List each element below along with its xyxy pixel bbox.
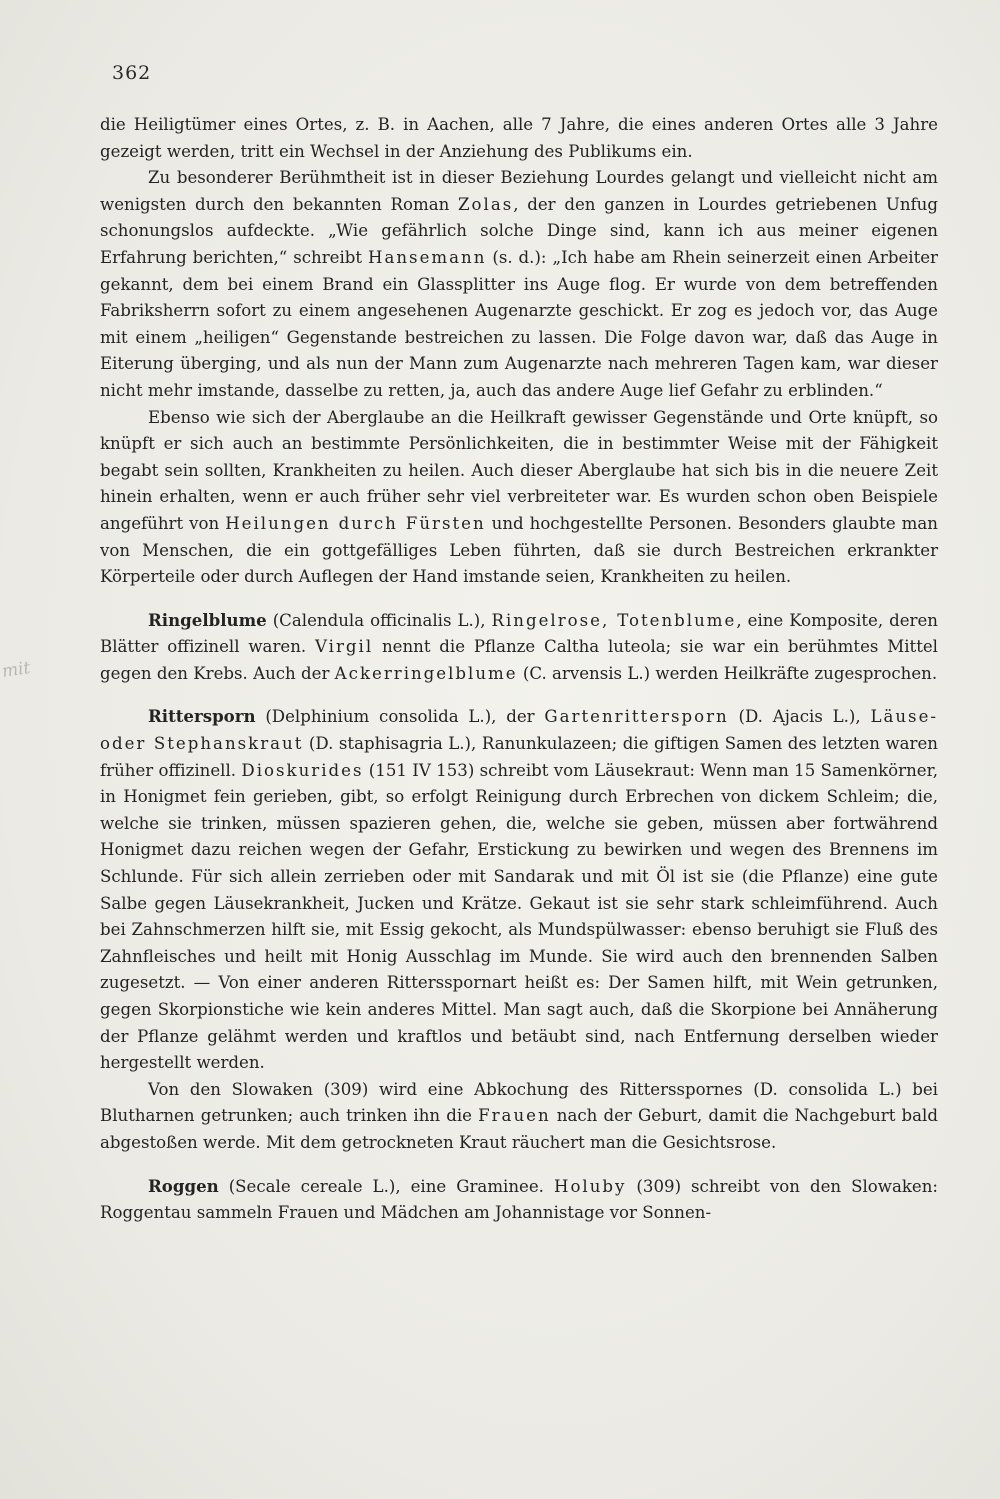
emphasis-frauen: Frauen <box>478 1106 551 1126</box>
page-number: 362 <box>112 62 152 84</box>
margin-pencil-note: mit <box>0 658 32 682</box>
paragraph-text: (s. d.): „Ich habe am Rhein seinerzeit einen Arbeiter gekannt, dem bei einem Brand ein Glassplitter ins Auge flog. Er wurde von dem betreffenden Fabriksherrn sofort zu einem angesehenen Augenarzte geschickt. Er zog es jedoch vor, das Auge mit einem „heiligen“ Gegenstande bestreichen zu lassen. Die Folge davon war, daß das Auge in Eiterung überging, und als nun der Mann zum Augenarzte nach mehreren Tagen kam, war dieser nicht mehr imstande, dasselbe zu retten, ja, auch das andere Auge lief Gefahr zu erblinden.“ <box>100 247 938 400</box>
paragraph-slowaken <box>100 1077 938 1157</box>
paragraph-aberglaube <box>100 405 938 591</box>
paragraph-text: Ebenso wie sich der Aberglaube an die Heilkraft gewisser Gegenstände und Orte knüpft, so knüpft er sich auch an bestimmte Persönlichkeiten, die in bestimmter Weise mit der Fähigkeit begabt sein sollten, Krankheiten zu heilen. Auch dieser Aberglaube hat sich bis in die neuere Zeit hinein erhalten, wenn er auch früher sehr viel verbreiteter war. Es wurden schon oben Beispiele angeführt von <box>100 407 938 533</box>
entry-text: nennt die Pflanze Caltha luteola; sie war ein berühmtes Mittel gegen den Krebs. Auch der <box>100 637 938 683</box>
entry-rittersporn <box>100 703 938 1076</box>
paragraph-text: die Heiligtümer eines Ortes, z. B. in Aachen, alle 7 Jahre, die eines anderen Ortes alle 3 Jahre gezeigt werden, tritt ein Wechsel in der Anziehung des Publikums ein. <box>100 115 938 161</box>
entry-text: (Calendula officinalis L.), <box>266 610 492 630</box>
entry-ringelblume <box>100 607 938 688</box>
emphasis-heilungen: Heilungen durch Fürsten <box>225 513 486 533</box>
headword-rittersporn: Rittersporn <box>148 706 256 727</box>
author-name-virgil: Virgil <box>314 637 374 657</box>
headword-ringelblume: Ringelblume <box>148 609 267 630</box>
entry-roggen <box>100 1173 938 1227</box>
paragraph-text: Von den Slowaken (309) wird eine Abkochung des Rittersspornes (D. consolida L.) bei Blutharnen getrunken; auch trinken ihn die <box>100 1079 938 1126</box>
vernacular-names: Ringelrose, Totenblume <box>491 610 737 630</box>
entry-text: (151 IV 153) schreibt vom Läusekraut: Wenn man 15 Samenkörner, in Honigmet fein gerieben, gibt, so erfolgt Reinigung durch Erbrechen von dickem Schleim; die, welche sie trinken, müssen spazieren gehen, die, welche sie geben, müssen aber fortwährend Honigmet dazu reichen wegen der Gefahr, Erstickung zu bewirken und wegen des Brennens im Schlunde. Für sich allein zerrieben oder mit Sandarak und mit Öl ist sie (die Pflanze) eine gute Salbe gegen Läusekrankheit, Jucken und Krätze. Gekaut ist sie sehr stark schleimführend. Auch bei Zahnschmerzen hilft sie, mit Essig gekocht, als Mundspülwasser: ebenso beruhigt sie Fluß des Zahnfleisches und heilt mit Honig Ausschlag im Munde. Sie wird auch den brennenden Salben zugesetzt. — Von einer anderen Rittersspornart heißt es: Der Samen hilft, mit Wein getrunken, gegen Skorpionstiche wie kein anderes Mittel. Man sagt auch, daß die Skorpione bei Annäherung der Pflanze gelähmt werden und kraftlos und betäubt sind, nach Entfernung derselben wieder hergestellt werden. <box>100 760 938 1073</box>
entry-text: (309) schreibt von den Slowaken: Roggentau sammeln Frauen und Mädchen am Johannistage vor Sonnen- <box>100 1176 938 1223</box>
page-body <box>100 112 938 1227</box>
vernacular-name-laeusekraut: Läuse- oder Stephanskraut <box>100 707 938 754</box>
author-name-dioskurides: Dioskurides <box>241 760 364 780</box>
entry-text: , eine Komposite, deren Blätter offizinell waren. <box>100 610 938 657</box>
headword-roggen: Roggen <box>148 1175 219 1196</box>
author-name-hansemann: Hansemann <box>368 247 487 267</box>
entry-text: (Secale cereale L.), eine Graminee. <box>218 1176 554 1196</box>
entry-text: (D. staphisagria L.), Ranunkulazeen; die giftigen Samen des letzten waren früher offizinell. <box>100 734 938 780</box>
paragraph-text: , der den ganzen in Lourdes getriebenen Unfug schonungslos aufdeckte. „Wie gefährlich solche Dinge sind, kann ich aus meiner eigenen Erfahrung berichten,“ schreibt <box>100 194 938 267</box>
entry-text: (Delphinium consolida L.), der <box>255 707 545 727</box>
vernacular-name-ackerringelblume: Ackerringelblume <box>334 663 518 683</box>
author-name-zola: Zolas <box>458 194 514 214</box>
paragraph-text: und hochgestellte Personen. Besonders glaubte man von Menschen, die ein gottgefälliges Leben führten, daß sie durch Bestreichen erkrankter Körperteile oder durch Auflegen der Hand imstande seien, Krankheiten zu heilen. <box>100 513 938 587</box>
paragraph-lourdes <box>100 165 938 404</box>
entry-text: (C. arvensis L.) werden Heilkräfte zugesprochen. <box>517 663 938 683</box>
vernacular-name-gartenrittersporn: Gartenrittersporn <box>544 707 729 727</box>
paragraph-text: Zu besonderer Berühmtheit ist in dieser Beziehung Lourdes gelangt und vielleicht nicht am wenigsten durch den bekannten Roman <box>100 168 938 214</box>
entry-text: (D. Ajacis L.), <box>728 707 871 727</box>
paragraph-heiligtuemer <box>100 112 938 165</box>
author-name-holuby: Holuby <box>553 1176 627 1196</box>
paragraph-text: nach der Geburt, damit die Nachgeburt bald abgestoßen werde. Mit dem getrockneten Kraut räuchert man die Gesichtsrose. <box>100 1106 938 1152</box>
